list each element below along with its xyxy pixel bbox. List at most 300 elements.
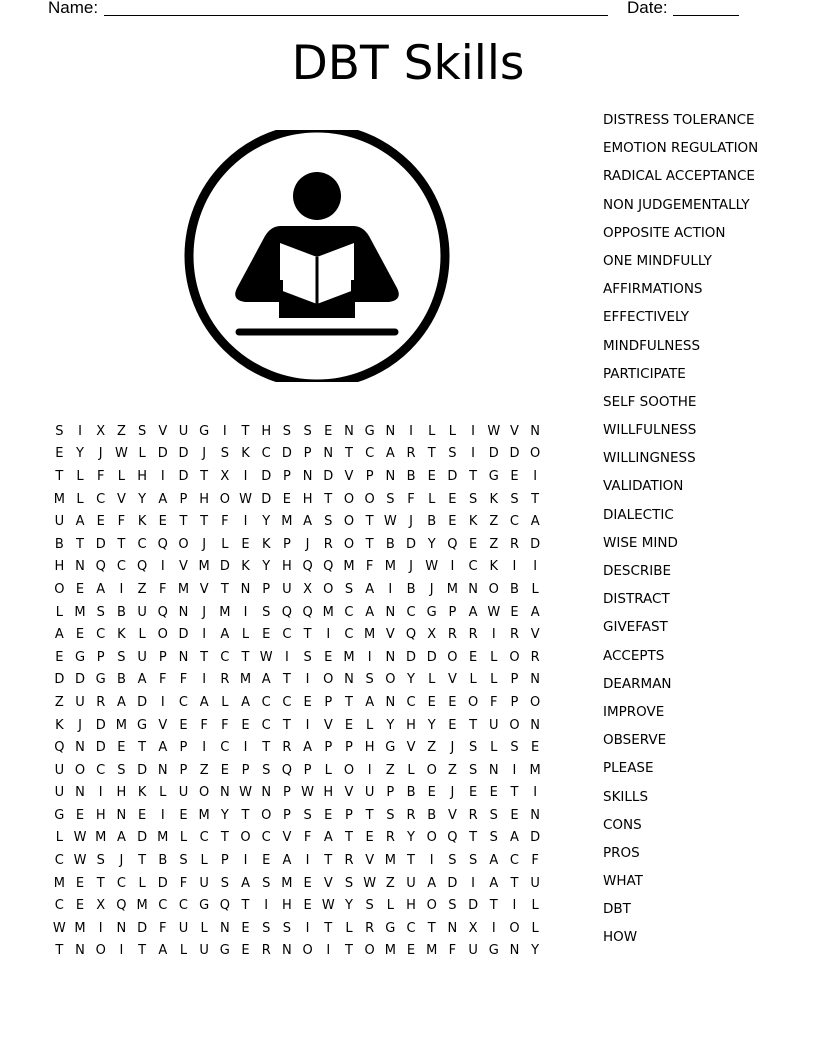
- grid-letter[interactable]: P: [282, 536, 291, 552]
- grid-letter[interactable]: C: [282, 694, 292, 710]
- grid-letter[interactable]: O: [343, 536, 355, 552]
- grid-letter[interactable]: N: [261, 785, 272, 801]
- grid-letter[interactable]: P: [365, 468, 374, 484]
- grid-letter[interactable]: D: [219, 559, 230, 575]
- grid-letter[interactable]: H: [137, 468, 147, 484]
- grid-letter[interactable]: E: [75, 875, 85, 891]
- grid-letter[interactable]: A: [75, 514, 85, 530]
- grid-letter[interactable]: B: [385, 536, 395, 552]
- grid-letter[interactable]: P: [510, 672, 519, 688]
- grid-letter[interactable]: V: [385, 627, 395, 643]
- grid-letter[interactable]: O: [426, 898, 437, 914]
- grid-letter[interactable]: N: [385, 604, 396, 620]
- grid-letter[interactable]: J: [98, 446, 103, 462]
- grid-letter[interactable]: N: [302, 468, 313, 484]
- grid-letter[interactable]: N: [385, 468, 396, 484]
- grid-letter[interactable]: F: [531, 853, 539, 869]
- grid-letter[interactable]: M: [95, 830, 107, 846]
- grid-letter[interactable]: G: [385, 920, 396, 936]
- grid-letter[interactable]: I: [450, 559, 455, 575]
- grid-letter[interactable]: I: [471, 423, 476, 439]
- grid-letter[interactable]: Z: [385, 875, 395, 891]
- word-search-grid[interactable]: [49, 420, 587, 962]
- grid-letter[interactable]: Y: [531, 943, 540, 959]
- grid-letter[interactable]: T: [179, 514, 188, 530]
- grid-letter[interactable]: H: [54, 559, 65, 575]
- grid-letter[interactable]: C: [261, 717, 271, 733]
- grid-letter[interactable]: A: [489, 853, 499, 869]
- grid-letter[interactable]: E: [365, 830, 374, 846]
- grid-letter[interactable]: C: [468, 559, 478, 575]
- grid-letter[interactable]: G: [385, 740, 396, 756]
- grid-letter[interactable]: I: [243, 740, 248, 756]
- grid-letter[interactable]: N: [75, 943, 85, 959]
- grid-letter[interactable]: L: [138, 446, 146, 462]
- grid-letter[interactable]: S: [117, 762, 126, 778]
- grid-letter[interactable]: G: [488, 468, 499, 484]
- grid-letter[interactable]: P: [220, 853, 229, 869]
- grid-letter[interactable]: K: [241, 446, 250, 462]
- grid-letter[interactable]: P: [96, 649, 105, 665]
- grid-letter[interactable]: T: [324, 853, 333, 869]
- grid-letter[interactable]: C: [158, 898, 168, 914]
- grid-letter[interactable]: C: [96, 491, 106, 507]
- grid-letter[interactable]: T: [407, 853, 415, 869]
- grid-letter[interactable]: Q: [281, 604, 293, 620]
- grid-letter[interactable]: D: [323, 468, 334, 484]
- grid-letter[interactable]: Q: [116, 898, 127, 914]
- grid-letter[interactable]: A: [116, 830, 126, 846]
- grid-letter[interactable]: W: [239, 491, 252, 507]
- grid-letter[interactable]: I: [409, 423, 413, 439]
- grid-letter[interactable]: X: [303, 581, 313, 597]
- grid-letter[interactable]: C: [406, 694, 416, 710]
- grid-letter[interactable]: T: [282, 717, 291, 733]
- grid-letter[interactable]: G: [488, 943, 499, 959]
- grid-letter[interactable]: L: [159, 785, 167, 801]
- grid-letter[interactable]: T: [220, 830, 229, 846]
- grid-letter[interactable]: D: [137, 920, 148, 936]
- grid-letter[interactable]: V: [447, 672, 457, 688]
- grid-letter[interactable]: I: [512, 898, 517, 914]
- grid-letter[interactable]: F: [96, 468, 105, 484]
- grid-letter[interactable]: S: [262, 762, 271, 778]
- grid-letter[interactable]: C: [406, 920, 416, 936]
- grid-letter[interactable]: Q: [323, 559, 334, 575]
- grid-letter[interactable]: D: [509, 446, 520, 462]
- grid-letter[interactable]: J: [409, 514, 413, 530]
- grid-letter[interactable]: C: [509, 853, 519, 869]
- grid-letter[interactable]: S: [510, 740, 519, 756]
- grid-letter[interactable]: C: [344, 627, 354, 643]
- grid-letter[interactable]: T: [427, 446, 436, 462]
- grid-letter[interactable]: I: [305, 717, 310, 733]
- grid-letter[interactable]: D: [137, 830, 148, 846]
- grid-letter[interactable]: V: [530, 627, 540, 643]
- grid-letter[interactable]: O: [199, 785, 210, 801]
- grid-letter[interactable]: N: [488, 762, 499, 778]
- grid-letter[interactable]: L: [179, 830, 188, 846]
- grid-letter[interactable]: I: [429, 853, 434, 869]
- grid-letter[interactable]: S: [448, 446, 457, 462]
- grid-letter[interactable]: D: [157, 446, 168, 462]
- grid-letter[interactable]: Q: [95, 559, 106, 575]
- grid-letter[interactable]: N: [178, 649, 189, 665]
- grid-letter[interactable]: T: [365, 807, 374, 823]
- grid-letter[interactable]: R: [406, 807, 416, 823]
- grid-letter[interactable]: Y: [262, 559, 271, 575]
- grid-letter[interactable]: I: [98, 785, 103, 801]
- grid-letter[interactable]: M: [115, 717, 128, 733]
- grid-letter[interactable]: A: [116, 694, 126, 710]
- grid-letter[interactable]: L: [531, 898, 539, 914]
- grid-letter[interactable]: D: [261, 468, 272, 484]
- grid-letter[interactable]: C: [220, 740, 230, 756]
- grid-letter[interactable]: Y: [407, 830, 415, 846]
- grid-letter[interactable]: O: [447, 649, 458, 665]
- grid-letter[interactable]: C: [344, 604, 354, 620]
- grid-letter[interactable]: C: [261, 446, 271, 462]
- grid-letter[interactable]: P: [324, 740, 333, 756]
- grid-letter[interactable]: V: [158, 423, 168, 439]
- grid-letter[interactable]: G: [199, 423, 210, 439]
- grid-letter[interactable]: T: [344, 943, 353, 959]
- grid-letter[interactable]: L: [241, 627, 250, 643]
- grid-letter[interactable]: O: [74, 762, 86, 778]
- grid-letter[interactable]: L: [448, 423, 457, 439]
- grid-letter[interactable]: Q: [281, 762, 293, 778]
- grid-letter[interactable]: D: [261, 491, 272, 507]
- grid-letter[interactable]: O: [364, 491, 375, 507]
- grid-letter[interactable]: U: [468, 943, 478, 959]
- grid-letter[interactable]: T: [241, 898, 250, 914]
- grid-letter[interactable]: E: [241, 943, 250, 959]
- grid-letter[interactable]: D: [178, 468, 189, 484]
- grid-letter[interactable]: S: [262, 875, 271, 891]
- grid-letter[interactable]: A: [365, 604, 375, 620]
- grid-letter[interactable]: A: [323, 830, 333, 846]
- grid-letter[interactable]: A: [261, 672, 271, 688]
- grid-letter[interactable]: S: [179, 853, 188, 869]
- grid-letter[interactable]: M: [364, 627, 376, 643]
- grid-letter[interactable]: A: [241, 694, 250, 710]
- grid-letter[interactable]: W: [487, 423, 501, 439]
- grid-letter[interactable]: T: [220, 581, 229, 597]
- grid-letter[interactable]: I: [202, 672, 207, 688]
- grid-letter[interactable]: P: [386, 785, 395, 801]
- grid-letter[interactable]: M: [322, 604, 334, 620]
- grid-letter[interactable]: M: [136, 898, 148, 914]
- grid-letter[interactable]: R: [468, 627, 478, 643]
- grid-letter[interactable]: N: [240, 581, 251, 597]
- grid-letter[interactable]: M: [384, 853, 396, 869]
- grid-letter[interactable]: V: [344, 468, 354, 484]
- grid-letter[interactable]: D: [406, 649, 417, 665]
- grid-letter[interactable]: L: [531, 581, 539, 597]
- grid-letter[interactable]: O: [157, 627, 168, 643]
- grid-letter[interactable]: Y: [76, 446, 84, 462]
- grid-letter[interactable]: L: [76, 468, 84, 484]
- grid-letter[interactable]: O: [509, 717, 520, 733]
- grid-letter[interactable]: H: [282, 898, 292, 914]
- grid-letter[interactable]: I: [119, 581, 124, 597]
- grid-letter[interactable]: B: [427, 514, 437, 530]
- grid-letter[interactable]: V: [158, 717, 168, 733]
- grid-letter[interactable]: T: [344, 830, 353, 846]
- grid-letter[interactable]: O: [467, 694, 479, 710]
- grid-letter[interactable]: Q: [157, 604, 168, 620]
- grid-letter[interactable]: I: [243, 514, 248, 530]
- grid-letter[interactable]: I: [305, 920, 310, 936]
- grid-letter[interactable]: L: [428, 491, 436, 507]
- grid-letter[interactable]: I: [284, 649, 289, 665]
- grid-letter[interactable]: P: [282, 785, 291, 801]
- grid-letter[interactable]: X: [427, 627, 437, 643]
- grid-letter[interactable]: O: [343, 514, 355, 530]
- grid-letter[interactable]: O: [95, 943, 106, 959]
- grid-letter[interactable]: E: [510, 807, 519, 823]
- grid-letter[interactable]: T: [262, 740, 271, 756]
- grid-letter[interactable]: E: [137, 807, 147, 823]
- grid-letter[interactable]: E: [448, 514, 457, 530]
- grid-letter[interactable]: F: [448, 943, 457, 959]
- grid-letter[interactable]: I: [367, 649, 372, 665]
- grid-letter[interactable]: I: [388, 581, 393, 597]
- grid-letter[interactable]: H: [364, 740, 375, 756]
- grid-letter[interactable]: M: [177, 581, 190, 597]
- grid-letter[interactable]: E: [282, 491, 292, 507]
- grid-letter[interactable]: F: [221, 514, 229, 530]
- grid-letter[interactable]: Q: [219, 898, 230, 914]
- grid-letter[interactable]: N: [116, 807, 127, 823]
- grid-letter[interactable]: K: [241, 559, 250, 575]
- grid-letter[interactable]: K: [117, 627, 126, 643]
- grid-letter[interactable]: N: [75, 785, 85, 801]
- grid-letter[interactable]: D: [157, 875, 168, 891]
- grid-letter[interactable]: N: [344, 423, 354, 439]
- grid-letter[interactable]: A: [158, 740, 168, 756]
- grid-letter[interactable]: V: [199, 581, 209, 597]
- grid-letter[interactable]: S: [489, 807, 498, 823]
- grid-letter[interactable]: M: [281, 514, 293, 530]
- grid-letter[interactable]: U: [282, 581, 292, 597]
- grid-letter[interactable]: O: [509, 649, 520, 665]
- grid-letter[interactable]: Q: [157, 536, 168, 552]
- grid-letter[interactable]: O: [530, 694, 541, 710]
- grid-letter[interactable]: U: [406, 875, 416, 891]
- grid-letter[interactable]: F: [159, 581, 167, 597]
- grid-letter[interactable]: A: [137, 672, 147, 688]
- grid-letter[interactable]: R: [385, 830, 395, 846]
- grid-letter[interactable]: V: [365, 853, 375, 869]
- grid-letter[interactable]: E: [344, 717, 354, 733]
- grid-letter[interactable]: R: [509, 627, 519, 643]
- grid-letter[interactable]: Z: [385, 762, 395, 778]
- grid-letter[interactable]: T: [96, 875, 105, 891]
- grid-letter[interactable]: T: [324, 920, 333, 936]
- grid-letter[interactable]: Q: [447, 536, 458, 552]
- grid-letter[interactable]: R: [96, 694, 106, 710]
- grid-letter[interactable]: E: [324, 807, 333, 823]
- grid-letter[interactable]: E: [531, 740, 540, 756]
- grid-letter[interactable]: A: [282, 853, 292, 869]
- grid-letter[interactable]: S: [386, 807, 395, 823]
- grid-letter[interactable]: P: [282, 468, 291, 484]
- grid-letter[interactable]: X: [220, 468, 230, 484]
- grid-letter[interactable]: E: [179, 807, 188, 823]
- grid-letter[interactable]: C: [261, 694, 271, 710]
- grid-letter[interactable]: L: [490, 672, 498, 688]
- grid-letter[interactable]: O: [178, 536, 189, 552]
- grid-letter[interactable]: C: [509, 514, 519, 530]
- grid-letter[interactable]: T: [138, 740, 147, 756]
- grid-letter[interactable]: N: [530, 423, 541, 439]
- grid-letter[interactable]: H: [282, 559, 292, 575]
- grid-letter[interactable]: J: [78, 717, 82, 733]
- grid-letter[interactable]: L: [55, 830, 63, 846]
- grid-letter[interactable]: L: [428, 423, 436, 439]
- grid-letter[interactable]: E: [448, 694, 457, 710]
- grid-letter[interactable]: S: [489, 830, 498, 846]
- grid-letter[interactable]: O: [530, 446, 541, 462]
- grid-letter[interactable]: C: [116, 875, 126, 891]
- grid-letter[interactable]: A: [96, 581, 106, 597]
- grid-letter[interactable]: T: [241, 649, 250, 665]
- grid-letter[interactable]: E: [75, 807, 85, 823]
- grid-letter[interactable]: M: [157, 830, 169, 846]
- grid-letter[interactable]: H: [199, 491, 210, 507]
- grid-letter[interactable]: N: [385, 423, 396, 439]
- grid-letter[interactable]: N: [530, 807, 541, 823]
- grid-letter[interactable]: O: [426, 762, 437, 778]
- grid-letter[interactable]: W: [52, 920, 66, 936]
- grid-letter[interactable]: I: [491, 920, 496, 936]
- grid-letter[interactable]: H: [302, 491, 313, 507]
- grid-letter[interactable]: I: [264, 898, 269, 914]
- grid-letter[interactable]: E: [158, 514, 167, 530]
- grid-letter[interactable]: P: [510, 694, 519, 710]
- grid-letter[interactable]: N: [219, 920, 230, 936]
- grid-letter[interactable]: N: [385, 649, 396, 665]
- grid-letter[interactable]: K: [489, 491, 499, 507]
- grid-letter[interactable]: N: [530, 717, 541, 733]
- grid-letter[interactable]: K: [261, 536, 271, 552]
- grid-letter[interactable]: I: [533, 559, 538, 575]
- grid-letter[interactable]: E: [75, 627, 85, 643]
- grid-letter[interactable]: T: [427, 920, 436, 936]
- grid-letter[interactable]: I: [512, 559, 517, 575]
- grid-letter[interactable]: E: [55, 446, 64, 462]
- grid-letter[interactable]: E: [220, 762, 229, 778]
- grid-letter[interactable]: L: [490, 649, 498, 665]
- grid-letter[interactable]: T: [282, 672, 291, 688]
- grid-letter[interactable]: U: [178, 920, 189, 936]
- grid-letter[interactable]: L: [428, 672, 436, 688]
- grid-letter[interactable]: X: [468, 920, 478, 936]
- grid-letter[interactable]: T: [510, 785, 519, 801]
- grid-letter[interactable]: P: [158, 649, 167, 665]
- grid-letter[interactable]: L: [386, 898, 394, 914]
- grid-letter[interactable]: D: [95, 740, 106, 756]
- grid-letter[interactable]: U: [137, 649, 147, 665]
- grid-letter[interactable]: C: [406, 604, 416, 620]
- grid-letter[interactable]: Z: [54, 694, 64, 710]
- grid-letter[interactable]: W: [301, 785, 315, 801]
- grid-letter[interactable]: J: [119, 853, 124, 869]
- grid-letter[interactable]: D: [75, 672, 86, 688]
- grid-letter[interactable]: T: [469, 830, 478, 846]
- grid-letter[interactable]: J: [450, 785, 455, 801]
- grid-letter[interactable]: X: [96, 423, 106, 439]
- grid-letter[interactable]: R: [530, 649, 540, 665]
- grid-letter[interactable]: Y: [386, 717, 395, 733]
- grid-letter[interactable]: T: [469, 468, 478, 484]
- grid-letter[interactable]: V: [447, 807, 457, 823]
- grid-letter[interactable]: M: [384, 943, 396, 959]
- grid-letter[interactable]: P: [262, 581, 271, 597]
- grid-letter[interactable]: O: [343, 762, 355, 778]
- grid-letter[interactable]: T: [241, 807, 250, 823]
- grid-letter[interactable]: A: [468, 604, 478, 620]
- grid-letter[interactable]: H: [323, 785, 334, 801]
- grid-letter[interactable]: D: [178, 446, 189, 462]
- grid-letter[interactable]: W: [239, 785, 252, 801]
- grid-letter[interactable]: R: [323, 536, 333, 552]
- grid-letter[interactable]: O: [323, 581, 334, 597]
- grid-letter[interactable]: Z: [447, 762, 457, 778]
- grid-letter[interactable]: E: [406, 943, 416, 959]
- grid-letter[interactable]: N: [323, 446, 334, 462]
- grid-letter[interactable]: S: [510, 491, 519, 507]
- grid-letter[interactable]: F: [179, 672, 188, 688]
- grid-letter[interactable]: A: [158, 491, 168, 507]
- grid-letter[interactable]: A: [241, 875, 250, 891]
- grid-letter[interactable]: N: [116, 920, 127, 936]
- grid-letter[interactable]: N: [75, 740, 85, 756]
- grid-letter[interactable]: O: [240, 830, 251, 846]
- grid-letter[interactable]: M: [239, 672, 252, 688]
- grid-letter[interactable]: N: [178, 604, 189, 620]
- grid-letter[interactable]: P: [303, 762, 312, 778]
- grid-letter[interactable]: F: [303, 830, 312, 846]
- grid-letter[interactable]: E: [303, 875, 312, 891]
- grid-letter[interactable]: P: [345, 740, 353, 756]
- grid-letter[interactable]: C: [96, 627, 106, 643]
- grid-letter[interactable]: G: [426, 604, 437, 620]
- grid-letter[interactable]: I: [160, 468, 165, 484]
- grid-letter[interactable]: L: [55, 604, 63, 620]
- name-field-line[interactable]: [104, 15, 608, 16]
- grid-letter[interactable]: E: [75, 581, 85, 597]
- grid-letter[interactable]: A: [489, 875, 499, 891]
- grid-letter[interactable]: M: [198, 559, 210, 575]
- grid-letter[interactable]: I: [305, 672, 310, 688]
- date-field-line[interactable]: [673, 15, 739, 16]
- grid-letter[interactable]: T: [469, 717, 478, 733]
- grid-letter[interactable]: B: [158, 853, 168, 869]
- grid-letter[interactable]: L: [138, 627, 146, 643]
- grid-letter[interactable]: R: [261, 943, 271, 959]
- grid-letter[interactable]: L: [345, 920, 353, 936]
- grid-letter[interactable]: U: [530, 875, 540, 891]
- grid-letter[interactable]: O: [426, 830, 437, 846]
- grid-letter[interactable]: P: [324, 694, 333, 710]
- grid-letter[interactable]: I: [491, 627, 496, 643]
- grid-letter[interactable]: S: [96, 853, 105, 869]
- grid-letter[interactable]: H: [95, 807, 106, 823]
- grid-letter[interactable]: F: [407, 491, 415, 507]
- grid-letter[interactable]: T: [324, 491, 333, 507]
